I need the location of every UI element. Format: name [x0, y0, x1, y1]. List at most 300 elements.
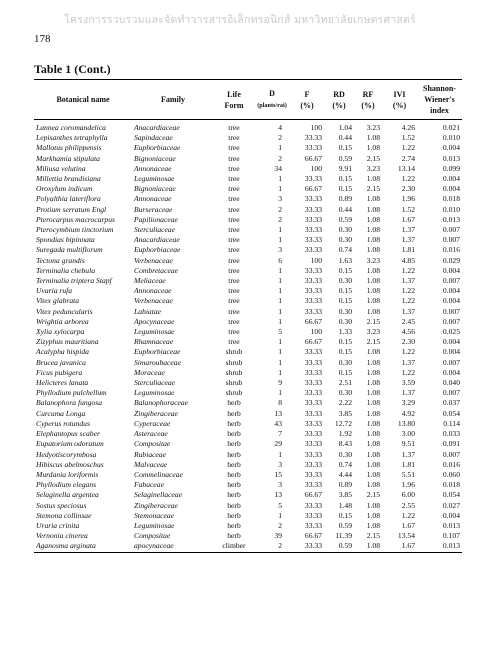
- relative-density-cell: 0.30: [338, 357, 352, 367]
- frequency-cell: 33.33: [304, 225, 322, 235]
- relative-density-cell: 0.30: [338, 306, 352, 316]
- botanical-name-cell: Mallotus philippensis: [36, 143, 102, 153]
- family-cell: Euphorbiaceae: [134, 143, 181, 153]
- ivi-cell: 4.92: [401, 408, 415, 418]
- ivi-cell: 1.52: [401, 133, 415, 143]
- relative-frequency-cell: 1.08: [366, 204, 380, 214]
- relative-frequency-cell: 1.08: [366, 225, 380, 235]
- life-form-cell: tree: [228, 306, 240, 316]
- relative-density-cell: 11.39: [335, 531, 352, 541]
- family-cell: Anacardiaceae: [134, 123, 180, 132]
- header-life-form: Life Form: [224, 89, 244, 110]
- frequency-cell: 33.33: [304, 449, 322, 459]
- ivi-cell: 1.37: [401, 235, 415, 245]
- page-number: 178: [34, 33, 51, 45]
- relative-frequency-cell: 2.15: [366, 184, 380, 194]
- shannon-wiener-cell: 0.010: [442, 204, 460, 214]
- family-cell: Burseraceae: [134, 204, 173, 214]
- life-form-cell: herb: [227, 449, 241, 459]
- ivi-cell: 1.96: [401, 480, 415, 490]
- life-form-cell: shrub: [225, 357, 243, 367]
- shannon-wiener-cell: 0.013: [442, 520, 460, 530]
- density-cell: 13: [274, 408, 282, 418]
- life-form-cell: herb: [227, 490, 241, 500]
- family-cell: Annonaceae: [134, 194, 172, 204]
- botanical-name-cell: Elephantopus scaber: [36, 429, 100, 439]
- life-form-cell: tree: [228, 265, 240, 275]
- ivi-cell: 3.59: [401, 378, 415, 388]
- frequency-cell: 33.33: [304, 388, 322, 398]
- ivi-cell: 1.67: [401, 214, 415, 224]
- botanical-name-cell: Suregada multiflorum: [36, 245, 103, 255]
- frequency-cell: 33.33: [304, 286, 322, 296]
- relative-frequency-cell: 1.08: [366, 449, 380, 459]
- table-row: [34, 194, 462, 204]
- family-cell: Papilionaceae: [134, 214, 178, 224]
- frequency-cell: 66.67: [304, 316, 322, 326]
- relative-frequency-cell: 1.08: [366, 367, 380, 377]
- family-cell: Moraceae: [134, 367, 165, 377]
- frequency-cell: 33.33: [304, 204, 322, 214]
- relative-frequency-cell: 1.08: [366, 378, 380, 388]
- relative-density-cell: 0.15: [338, 347, 352, 357]
- family-cell: Selaginellaceae: [134, 490, 183, 500]
- shannon-wiener-cell: 0.018: [442, 194, 460, 204]
- shannon-wiener-cell: 0.004: [442, 184, 460, 194]
- density-cell: 1: [278, 510, 282, 520]
- relative-frequency-cell: 2.15: [366, 153, 380, 163]
- life-form-cell: tree: [228, 133, 240, 143]
- family-cell: Malvaceae: [134, 459, 168, 469]
- ivi-cell: 1.22: [401, 286, 415, 296]
- table-title: Table 1 (Cont.): [34, 62, 111, 76]
- botanical-name-cell: Hibiscus abelmoschus: [36, 459, 104, 469]
- shannon-wiener-cell: 0.054: [442, 408, 460, 418]
- ivi-cell: 1.96: [401, 194, 415, 204]
- relative-frequency-cell: 1.08: [366, 143, 380, 153]
- table-row: [34, 419, 462, 429]
- shannon-wiener-cell: 0.107: [442, 531, 460, 541]
- density-cell: 3: [278, 480, 282, 490]
- botanical-name-cell: Stemona collinsae: [36, 510, 92, 520]
- relative-frequency-cell: 1.08: [366, 469, 380, 479]
- frequency-cell: 33.33: [304, 245, 322, 255]
- botanical-name-cell: Balanophora fungosa: [36, 398, 103, 408]
- botanical-name-cell: Oroxylum indicum: [36, 184, 93, 194]
- family-cell: Simaroubaceae: [134, 357, 181, 367]
- relative-frequency-cell: 1.08: [366, 286, 380, 296]
- density-cell: 1: [278, 276, 282, 286]
- shannon-wiener-cell: 0.054: [442, 490, 460, 500]
- relative-frequency-cell: 1.08: [366, 214, 380, 224]
- family-cell: Combretaceae: [134, 265, 179, 275]
- density-cell: 1: [278, 225, 282, 235]
- relative-density-cell: 0.89: [338, 480, 352, 490]
- relative-frequency-cell: 1.08: [366, 429, 380, 439]
- ivi-cell: 1.37: [401, 357, 415, 367]
- table-row: [34, 450, 462, 460]
- ivi-cell: 1.37: [401, 225, 415, 235]
- shannon-wiener-cell: 0.010: [442, 133, 460, 143]
- frequency-cell: 33.33: [304, 265, 322, 275]
- density-cell: 1: [278, 184, 282, 194]
- ivi-cell: 2.74: [401, 153, 415, 163]
- life-form-cell: tree: [228, 163, 240, 173]
- life-form-cell: tree: [228, 194, 240, 204]
- ivi-cell: 1.22: [401, 174, 415, 184]
- life-form-cell: tree: [228, 184, 240, 194]
- botanical-name-cell: Selaginella argentea: [36, 490, 99, 500]
- life-form-cell: shrub: [225, 378, 243, 388]
- family-cell: Stemonaceae: [134, 510, 175, 520]
- shannon-wiener-cell: 0.007: [442, 357, 460, 367]
- density-cell: 29: [274, 439, 282, 449]
- relative-density-cell: 0.30: [338, 449, 352, 459]
- botanical-name-cell: Spondias bipinnata: [36, 235, 95, 245]
- table-row: [34, 480, 462, 490]
- life-form-cell: tree: [228, 276, 240, 286]
- shannon-wiener-cell: 0.004: [442, 367, 460, 377]
- family-cell: apocynaceae: [134, 541, 174, 551]
- watermark-text: โครงการรวบรวมและจัดทำวารสารอิเล็กทรอนิกส์ มหาวิทยาลัยเกษตรศาสตร์: [64, 14, 416, 26]
- table-row: [34, 133, 462, 143]
- frequency-cell: 33.33: [304, 357, 322, 367]
- ivi-cell: 9.51: [401, 439, 415, 449]
- family-cell: Rubiaceae: [134, 449, 167, 459]
- frequency-cell: 66.67: [304, 531, 322, 541]
- relative-density-cell: 0.15: [338, 286, 352, 296]
- family-cell: Verbenaceae: [134, 296, 173, 306]
- relative-frequency-cell: 1.08: [366, 520, 380, 530]
- frequency-cell: 33.33: [304, 174, 322, 184]
- life-form-cell: tree: [228, 327, 240, 337]
- relative-frequency-cell: 1.08: [366, 480, 380, 490]
- relative-density-cell: 0.15: [338, 174, 352, 184]
- family-cell: Euphorbiaceae: [134, 347, 181, 357]
- life-form-cell: herb: [227, 429, 241, 439]
- table-row: [34, 154, 462, 164]
- shannon-wiener-cell: 0.021: [442, 123, 460, 132]
- life-form-cell: herb: [227, 480, 241, 490]
- table-row: [34, 307, 462, 317]
- relative-density-cell: 3.85: [338, 408, 352, 418]
- frequency-cell: 33.33: [304, 214, 322, 224]
- density-cell: 4: [278, 123, 282, 132]
- density-cell: 9: [278, 378, 282, 388]
- table-row: [34, 327, 462, 337]
- relative-frequency-cell: 1.08: [366, 500, 380, 510]
- botanical-name-cell: Tectona grandis: [36, 255, 85, 265]
- botanical-name-cell: Polyalthia lateriflora: [36, 194, 101, 204]
- shannon-wiener-cell: 0.004: [442, 337, 460, 347]
- life-form-cell: herb: [227, 469, 241, 479]
- family-cell: Sterculiaceae: [134, 378, 176, 388]
- life-form-cell: tree: [228, 296, 240, 306]
- relative-density-cell: 0.30: [338, 316, 352, 326]
- table-row: [34, 296, 462, 306]
- botanical-name-cell: Sostus speciosus: [36, 500, 87, 510]
- density-cell: 2: [278, 153, 282, 163]
- density-cell: 1: [278, 449, 282, 459]
- frequency-cell: 100: [310, 255, 322, 265]
- ivi-cell: 1.22: [401, 143, 415, 153]
- ivi-cell: 1.22: [401, 510, 415, 520]
- shannon-wiener-cell: 0.099: [442, 163, 460, 173]
- frequency-cell: 33.33: [304, 459, 322, 469]
- relative-frequency-cell: 1.08: [366, 194, 380, 204]
- frequency-cell: 33.33: [304, 133, 322, 143]
- relative-frequency-cell: 3.23: [366, 123, 380, 132]
- table-row: [34, 184, 462, 194]
- relative-frequency-cell: 1.08: [366, 347, 380, 357]
- frequency-cell: 100: [310, 123, 322, 132]
- shannon-wiener-cell: 0.007: [442, 388, 460, 398]
- botanical-name-cell: Millettia brandisiana: [36, 174, 101, 184]
- life-form-cell: herb: [227, 418, 241, 428]
- density-cell: 2: [278, 214, 282, 224]
- relative-frequency-cell: 2.15: [366, 337, 380, 347]
- frequency-cell: 33.33: [304, 367, 322, 377]
- relative-density-cell: 0.15: [338, 337, 352, 347]
- table-row: [34, 347, 462, 357]
- family-cell: Anacardiaceae: [134, 235, 180, 245]
- botanical-name-cell: Uraria crinita: [36, 520, 80, 530]
- frequency-cell: 33.33: [304, 194, 322, 204]
- header-shannon-wiener: Shannon- Wiener's index: [423, 84, 456, 115]
- frequency-cell: 33.33: [304, 418, 322, 428]
- botanical-name-cell: Curcuma Longa: [36, 408, 86, 418]
- family-cell: Annonaceae: [134, 163, 172, 173]
- botanical-name-cell: Terminalia chebula: [36, 265, 95, 275]
- shannon-wiener-cell: 0.013: [442, 153, 460, 163]
- life-form-cell: tree: [228, 286, 240, 296]
- frequency-cell: 33.33: [304, 408, 322, 418]
- family-cell: Leguminosae: [134, 520, 175, 530]
- table-row: [34, 541, 462, 552]
- life-form-cell: tree: [228, 255, 240, 265]
- life-form-cell: herb: [227, 439, 241, 449]
- relative-density-cell: 1.04: [338, 123, 352, 132]
- density-cell: 3: [278, 194, 282, 204]
- ivi-cell: 2.30: [401, 337, 415, 347]
- table-row: [34, 143, 462, 153]
- botanical-name-cell: Vernonia cinerea: [36, 531, 88, 541]
- relative-frequency-cell: 1.08: [366, 510, 380, 520]
- botanical-name-cell: Acalypha hispida: [36, 347, 89, 357]
- relative-frequency-cell: 1.08: [366, 296, 380, 306]
- ivi-cell: 2.30: [401, 184, 415, 194]
- relative-density-cell: 0.15: [338, 296, 352, 306]
- relative-frequency-cell: 1.08: [366, 459, 380, 469]
- relative-density-cell: 1.63: [338, 255, 352, 265]
- life-form-cell: shrub: [225, 367, 243, 377]
- relative-density-cell: 0.30: [338, 235, 352, 245]
- shannon-wiener-cell: 0.025: [442, 327, 460, 337]
- life-form-cell: herb: [227, 500, 241, 510]
- relative-frequency-cell: 1.08: [366, 439, 380, 449]
- density-cell: 2: [278, 541, 282, 551]
- relative-frequency-cell: 1.08: [366, 235, 380, 245]
- ivi-cell: 2.45: [401, 316, 415, 326]
- family-cell: Bignoniaceae: [134, 184, 176, 194]
- life-form-cell: tree: [228, 214, 240, 224]
- family-cell: Asteraceae: [134, 429, 168, 439]
- relative-frequency-cell: 1.08: [366, 357, 380, 367]
- family-cell: Sapindaceae: [134, 133, 173, 143]
- density-cell: 6: [278, 255, 282, 265]
- family-cell: Leguminosae: [134, 327, 175, 337]
- shannon-wiener-cell: 0.004: [442, 143, 460, 153]
- life-form-cell: tree: [228, 143, 240, 153]
- table-row: [34, 398, 462, 408]
- life-form-cell: tree: [228, 153, 240, 163]
- ivi-cell: 1.22: [401, 296, 415, 306]
- ivi-cell: 1.22: [401, 367, 415, 377]
- table-row: [34, 256, 462, 266]
- relative-frequency-cell: 1.08: [366, 541, 380, 551]
- life-form-cell: herb: [227, 520, 241, 530]
- shannon-wiener-cell: 0.007: [442, 306, 460, 316]
- family-cell: Leguminosae: [134, 174, 175, 184]
- botanical-name-cell: Vitex peduncularis: [36, 306, 93, 316]
- relative-density-cell: 0.44: [338, 133, 352, 143]
- header-family: Family: [161, 95, 185, 104]
- header-botanical-name: Botanical name: [56, 95, 110, 104]
- frequency-cell: 33.33: [304, 429, 322, 439]
- frequency-cell: 33.33: [304, 541, 322, 551]
- shannon-wiener-cell: 0.114: [443, 418, 460, 428]
- relative-density-cell: 0.59: [338, 520, 352, 530]
- botanical-name-cell: Miliusa velutina: [36, 163, 86, 173]
- life-form-cell: tree: [228, 225, 240, 235]
- relative-frequency-cell: 1.08: [366, 398, 380, 408]
- ivi-cell: 4.56: [401, 327, 415, 337]
- relative-density-cell: 12.72: [334, 418, 352, 428]
- family-cell: Sterculiaceae: [134, 225, 176, 235]
- ivi-cell: 1.37: [401, 306, 415, 316]
- table-row: [34, 317, 462, 327]
- shannon-wiener-cell: 0.004: [442, 510, 460, 520]
- density-cell: 8: [278, 398, 282, 408]
- density-cell: 34: [274, 163, 282, 173]
- shannon-wiener-cell: 0.004: [442, 265, 460, 275]
- family-cell: Euphorbiaceae: [134, 245, 181, 255]
- table-row: [34, 215, 462, 225]
- density-cell: 1: [278, 347, 282, 357]
- shannon-wiener-cell: 0.018: [442, 480, 460, 490]
- shannon-wiener-cell: 0.007: [442, 235, 460, 245]
- shannon-wiener-cell: 0.004: [442, 286, 460, 296]
- shannon-wiener-cell: 0.007: [442, 449, 460, 459]
- density-cell: 1: [278, 235, 282, 245]
- botanical-name-cell: Protium serratum Engl: [36, 204, 107, 214]
- relative-density-cell: 1.33: [338, 327, 352, 337]
- shannon-wiener-cell: 0.007: [442, 225, 460, 235]
- frequency-cell: 33.33: [304, 469, 322, 479]
- relative-density-cell: 0.15: [338, 143, 352, 153]
- relative-frequency-cell: 2.15: [366, 490, 380, 500]
- relative-density-cell: 0.15: [338, 510, 352, 520]
- ivi-cell: 1.81: [401, 459, 415, 469]
- relative-density-cell: 4.44: [338, 469, 352, 479]
- family-cell: Balanophoraceae: [134, 398, 188, 408]
- life-form-cell: herb: [227, 408, 241, 418]
- density-cell: 7: [278, 429, 282, 439]
- header-frequency: F (%): [300, 89, 314, 110]
- table-row: [34, 470, 462, 480]
- ivi-cell: 1.22: [401, 347, 415, 357]
- botanical-name-cell: Markhamia stipulata: [36, 153, 100, 163]
- table-row: [34, 235, 462, 245]
- family-cell: Verbenaceae: [134, 255, 173, 265]
- table-row: [34, 225, 462, 235]
- density-cell: 1: [278, 388, 282, 398]
- life-form-cell: climber: [222, 541, 246, 551]
- relative-density-cell: 0.74: [338, 245, 352, 255]
- shannon-wiener-cell: 0.004: [442, 347, 460, 357]
- family-cell: Commelinaceae: [134, 469, 183, 479]
- density-cell: 13: [274, 490, 282, 500]
- table-row: [34, 266, 462, 276]
- life-form-cell: herb: [227, 459, 241, 469]
- relative-frequency-cell: 1.08: [366, 388, 380, 398]
- density-cell: 39: [274, 531, 282, 541]
- header-relative-density: RD (%): [332, 89, 346, 110]
- relative-density-cell: 0.15: [338, 367, 352, 377]
- life-form-cell: tree: [228, 123, 240, 132]
- ivi-cell: 1.22: [401, 265, 415, 275]
- relative-frequency-cell: 1.08: [366, 306, 380, 316]
- table-row: [34, 174, 462, 184]
- relative-density-cell: 0.59: [338, 541, 352, 551]
- life-form-cell: tree: [228, 337, 240, 347]
- relative-frequency-cell: 1.08: [366, 276, 380, 286]
- relative-density-cell: 0.30: [338, 276, 352, 286]
- relative-frequency-cell: 2.15: [366, 531, 380, 541]
- frequency-cell: 33.33: [304, 510, 322, 520]
- botanical-name-cell: Aganosma arginata: [36, 541, 96, 551]
- density-cell: 3: [278, 245, 282, 255]
- frequency-cell: 33.33: [304, 143, 322, 153]
- table-row: [34, 378, 462, 388]
- table-header-row: [34, 80, 462, 120]
- shannon-wiener-cell: 0.016: [442, 245, 460, 255]
- table-row: [34, 368, 462, 378]
- density-cell: 1: [278, 337, 282, 347]
- shannon-wiener-cell: 0.040: [442, 378, 460, 388]
- frequency-cell: 33.33: [304, 439, 322, 449]
- frequency-cell: 33.33: [304, 235, 322, 245]
- relative-density-cell: 8.43: [338, 439, 352, 449]
- botanical-name-cell: Lepisanthes tetraphylla: [36, 133, 108, 143]
- frequency-cell: 33.33: [304, 347, 322, 357]
- header-ivi: IVI (%): [392, 89, 407, 110]
- family-cell: Bignoniaceae: [134, 153, 176, 163]
- ivi-cell: 5.51: [401, 469, 415, 479]
- table-row: [34, 245, 462, 255]
- relative-frequency-cell: 1.08: [366, 133, 380, 143]
- ivi-cell: 3.00: [401, 429, 415, 439]
- botanical-name-cell: Eupatorium odoratum: [36, 439, 104, 449]
- relative-frequency-cell: 3.23: [366, 163, 380, 173]
- frequency-cell: 33.33: [304, 398, 322, 408]
- ivi-cell: 4.85: [401, 255, 415, 265]
- family-cell: Compositae: [134, 531, 171, 541]
- life-form-cell: tree: [228, 174, 240, 184]
- table-row: [34, 388, 462, 398]
- ivi-cell: 1.67: [401, 541, 415, 551]
- frequency-cell: 100: [310, 327, 322, 337]
